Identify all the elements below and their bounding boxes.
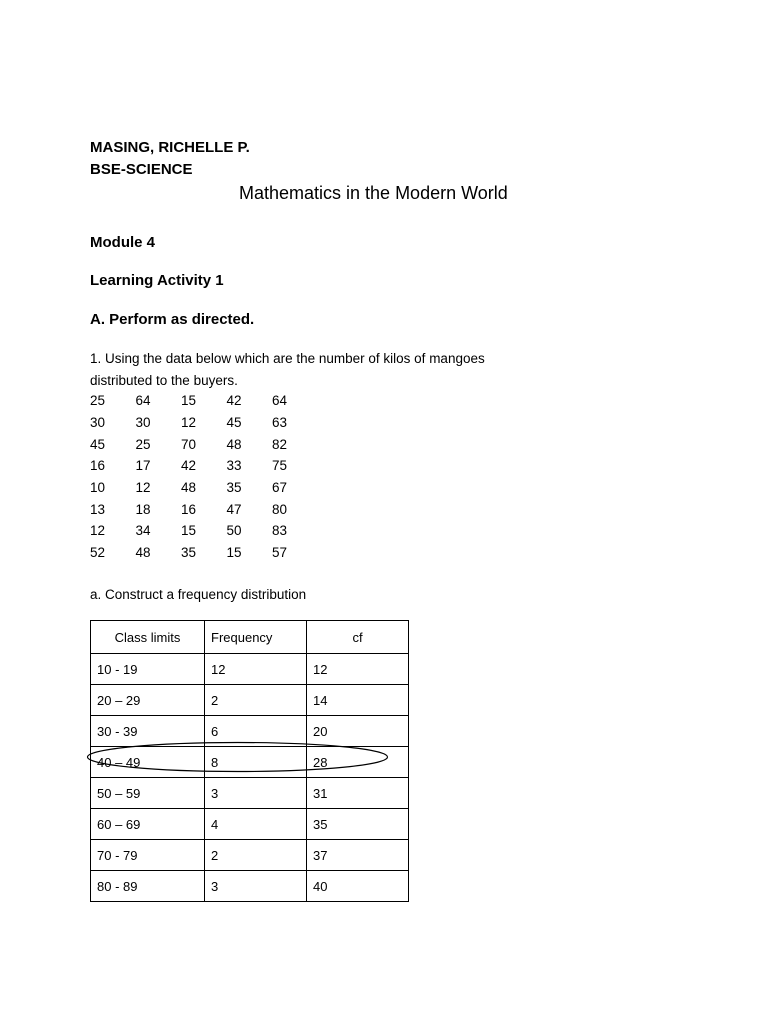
table-row <box>91 654 409 685</box>
table-row <box>91 685 409 716</box>
data-cell: 45 <box>90 436 106 452</box>
data-cell: 42 <box>181 458 197 474</box>
data-cell: 12 <box>135 480 151 496</box>
data-cell: 42 <box>226 393 242 409</box>
data-cell: 70 <box>181 436 197 452</box>
cf-cell: 12 <box>307 654 409 685</box>
section-heading: A. Perform as directed. <box>90 311 255 328</box>
data-row <box>90 498 318 520</box>
table-row <box>91 840 409 871</box>
data-cell: 35 <box>226 480 242 496</box>
data-cell: 25 <box>90 393 106 409</box>
data-cell: 15 <box>181 523 197 539</box>
cf-cell: 28 <box>307 747 409 778</box>
data-cell: 83 <box>272 523 288 539</box>
data-cell: 16 <box>181 501 197 517</box>
cf-cell: 14 <box>307 685 409 716</box>
table-row <box>91 716 409 747</box>
class-limit-cell: 80 - 89 <box>91 871 205 902</box>
header-cf: cf <box>307 621 409 654</box>
class-limit-cell: 10 - 19 <box>91 654 205 685</box>
data-row <box>90 455 318 477</box>
data-row <box>90 433 318 455</box>
data-cell: 82 <box>272 436 288 452</box>
data-cell: 15 <box>226 545 242 561</box>
data-row <box>90 390 318 412</box>
frequency-cell: 2 <box>205 840 307 871</box>
data-cell: 33 <box>226 458 242 474</box>
frequency-cell: 8 <box>205 747 307 778</box>
data-cell: 34 <box>135 523 151 539</box>
frequency-cell: 2 <box>205 685 307 716</box>
subquestion-a-text: a. Construct a frequency distribution <box>90 587 307 602</box>
data-cell: 57 <box>272 545 288 561</box>
class-limit-cell: 40 – 49 <box>91 747 205 778</box>
data-cell: 12 <box>90 523 106 539</box>
table-row <box>91 871 409 902</box>
data-cell: 64 <box>272 393 288 409</box>
data-row <box>90 520 318 542</box>
data-cell: 80 <box>272 501 288 517</box>
cf-cell: 37 <box>307 840 409 871</box>
cf-cell: 35 <box>307 809 409 840</box>
question-1-text: 1. Using the data below which are the number of kilos of mangoes distributed to the buyers. <box>90 351 485 388</box>
data-cell: 15 <box>181 393 197 409</box>
data-cell: 13 <box>90 501 106 517</box>
data-cell: 52 <box>90 545 106 561</box>
cf-cell: 20 <box>307 716 409 747</box>
frequency-cell: 4 <box>205 809 307 840</box>
raw-data-grid <box>90 390 318 564</box>
frequency-cell: 3 <box>205 778 307 809</box>
data-cell: 16 <box>90 458 106 474</box>
frequency-cell: 6 <box>205 716 307 747</box>
class-limit-cell: 60 – 69 <box>91 809 205 840</box>
table-row <box>91 778 409 809</box>
data-cell: 35 <box>181 545 197 561</box>
cf-cell: 31 <box>307 778 409 809</box>
data-cell: 75 <box>272 458 288 474</box>
data-cell: 48 <box>181 480 197 496</box>
class-limit-cell: 70 - 79 <box>91 840 205 871</box>
data-row <box>90 412 318 434</box>
data-cell: 48 <box>135 545 151 561</box>
class-limit-cell: 30 - 39 <box>91 716 205 747</box>
frequency-distribution-table <box>90 620 409 902</box>
data-cell: 64 <box>135 393 151 409</box>
header-class-limits: Class limits <box>91 621 205 654</box>
data-row <box>90 542 318 564</box>
data-cell: 18 <box>135 501 151 517</box>
data-cell: 48 <box>226 436 242 452</box>
data-cell: 30 <box>135 415 151 431</box>
program-label: BSE-SCIENCE <box>90 161 193 178</box>
document-title: Mathematics in the Modern World <box>239 183 508 203</box>
cf-cell: 40 <box>307 871 409 902</box>
table-row-highlighted <box>91 747 409 778</box>
data-cell: 17 <box>135 458 151 474</box>
data-cell: 67 <box>272 480 288 496</box>
data-cell: 50 <box>226 523 242 539</box>
table-header-row <box>91 621 409 654</box>
frequency-cell: 3 <box>205 871 307 902</box>
data-cell: 63 <box>272 415 288 431</box>
data-cell: 25 <box>135 436 151 452</box>
student-name: MASING, RICHELLE P. <box>90 139 250 156</box>
header-frequency: Frequency <box>205 621 307 654</box>
table-row <box>91 809 409 840</box>
frequency-cell: 12 <box>205 654 307 685</box>
data-cell: 47 <box>226 501 242 517</box>
data-cell: 45 <box>226 415 242 431</box>
data-cell: 12 <box>181 415 197 431</box>
module-heading: Module 4 <box>90 234 156 251</box>
class-limit-cell: 20 – 29 <box>91 685 205 716</box>
data-cell: 10 <box>90 480 106 496</box>
data-row <box>90 477 318 499</box>
data-cell: 30 <box>90 415 106 431</box>
activity-heading: Learning Activity 1 <box>90 272 224 289</box>
class-limit-cell: 50 – 59 <box>91 778 205 809</box>
